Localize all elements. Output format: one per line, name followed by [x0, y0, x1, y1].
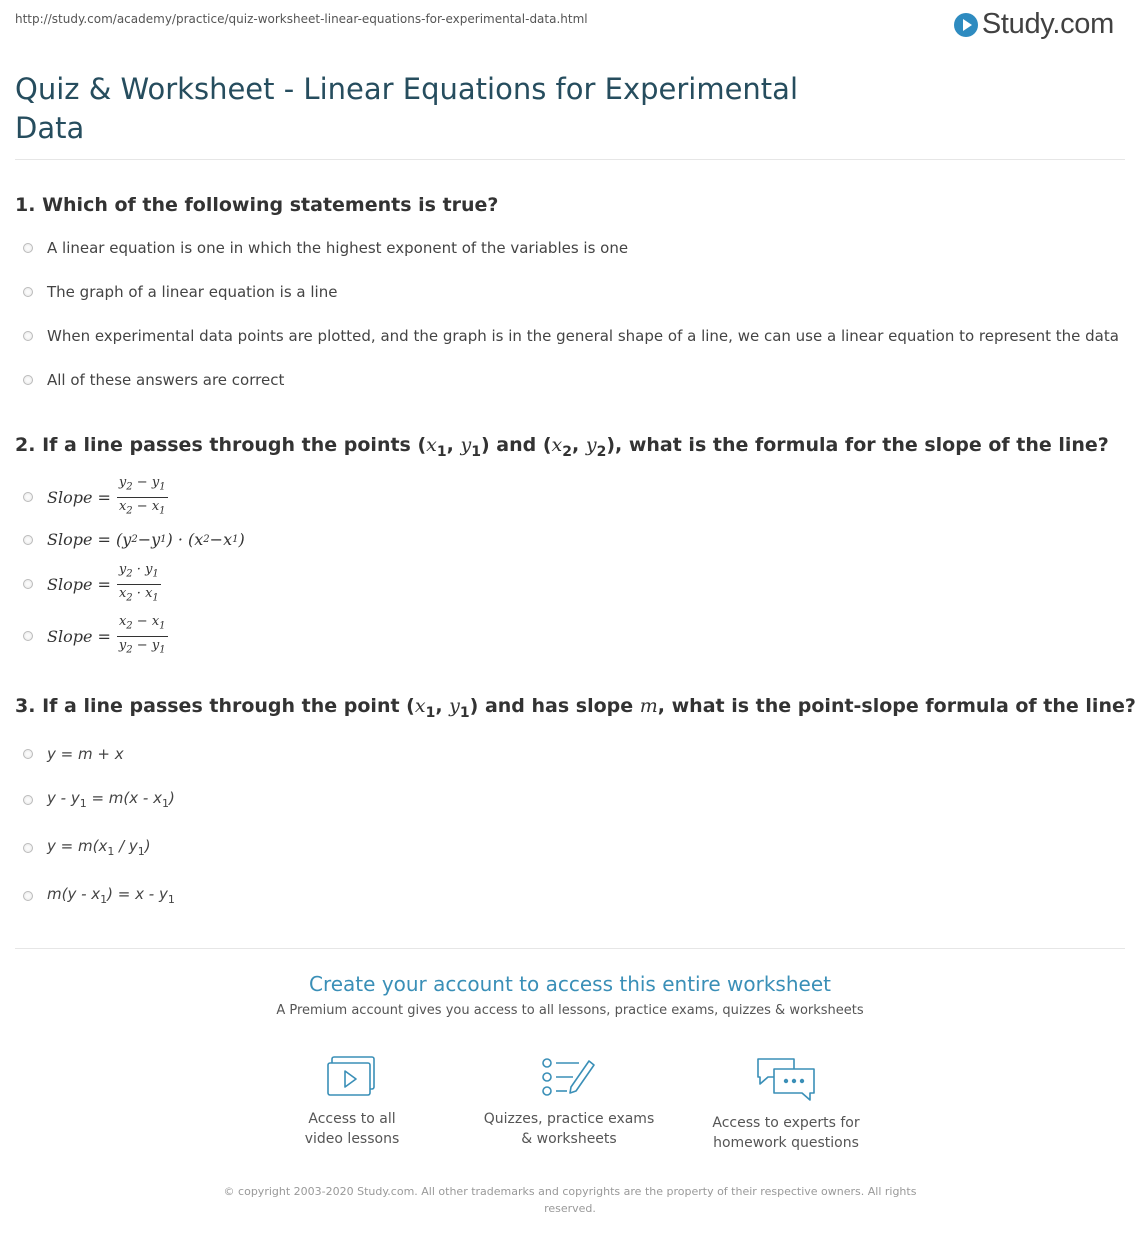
q2-option-1[interactable] [23, 475, 168, 519]
study-logo[interactable] [954, 8, 1114, 41]
q1-option-2[interactable]: The graph of a linear equation is a line [23, 283, 337, 301]
q3-option-2[interactable]: $y - y_1 = m(x - x_1)$ [23, 789, 175, 810]
quiz-checklist-icon [541, 1055, 597, 1099]
q2-option-4[interactable] [23, 614, 168, 658]
slope-formula: Slope = ( y 2 − y 1 ) · ( x 2 − x 1 ) [47, 530, 245, 549]
feature-label: Quizzes, practice exams & worksheets [483, 1111, 655, 1147]
radio-button[interactable] [23, 749, 33, 759]
logo-text: Study.com [981, 8, 1114, 40]
radio-button[interactable] [23, 535, 33, 545]
slope-formula: Slope = $\frac{x_2 - x_1}{y_2 - y_1}$ [47, 614, 166, 656]
radio-button[interactable] [23, 287, 33, 297]
page-url: http://study.com/academy/practice/quiz-worksheet-linear-equations-for-experimental-data.html [15, 12, 588, 26]
question-2: 2. If a line passes through the points ($x_1$, $y_1$) and ($x_2$, $y_2$), what is the formula for the slope of the line? [15, 434, 1109, 460]
radio-button[interactable] [23, 492, 33, 502]
chat-experts-icon [754, 1055, 818, 1103]
q1-option-4[interactable]: All of these answers are correct [23, 371, 284, 389]
radio-button[interactable] [23, 795, 33, 805]
section-divider [15, 948, 1125, 949]
q1-option-1[interactable]: A linear equation is one in which the highest exponent of the variables is one [23, 239, 628, 257]
radio-button[interactable] [23, 243, 33, 253]
title-divider [15, 159, 1125, 160]
question-3: 3. If a line passes through the point ($x_1$, $y_1$) and has slope m, what is the point-slope formula of the line? [15, 695, 1136, 721]
q3-option-1[interactable]: y = m + x [23, 745, 124, 763]
feature-quizzes [469, 1055, 669, 1149]
premium-description: A Premium account gives you access to all lessons, practice exams, quizzes & worksheets [276, 1003, 864, 1018]
radio-button[interactable] [23, 579, 33, 589]
q3-option-3[interactable]: $y = m(x_1 / y_1)$ [23, 837, 151, 858]
video-lessons-icon [326, 1055, 378, 1099]
q2-option-3[interactable] [23, 562, 161, 606]
slope-formula: Slope = $\frac{y_2 \cdot y_1}{x_2 \cdot x_1}$ [47, 562, 159, 604]
feature-experts [686, 1055, 886, 1153]
radio-button[interactable] [23, 331, 33, 341]
slope-formula: Slope = $\frac{y_2 - y_1}{x_2 - x_1}$ [47, 475, 166, 517]
radio-button[interactable] [23, 891, 33, 901]
feature-label: Access to all video lessons [304, 1111, 400, 1147]
create-account-link[interactable]: Create your account to access this entire worksheet [309, 972, 831, 996]
question-1: 1. Which of the following statements is true? [15, 194, 499, 216]
page-title: Quiz & Worksheet - Linear Equations for Experimental Data [15, 72, 798, 145]
feature-video-lessons [252, 1055, 452, 1149]
q1-option-3[interactable]: When experimental data points are plotted, and the graph is in the general shape of a line, we can use a linear equation to represent the data [23, 327, 1119, 345]
q2-option-2[interactable] [23, 530, 245, 549]
q3-option-4[interactable]: $m(y - x_1) = x - y_1$ [23, 885, 175, 906]
play-logo-icon [954, 13, 978, 37]
radio-button[interactable] [23, 843, 33, 853]
feature-label: Access to experts for homework questions [712, 1115, 860, 1151]
radio-button[interactable] [23, 631, 33, 641]
radio-button[interactable] [23, 375, 33, 385]
copyright-footer: © copyright 2003-2020 Study.com. All other trademarks and copyrights are the property of their respective owners. All rights reserved. [223, 1185, 917, 1215]
